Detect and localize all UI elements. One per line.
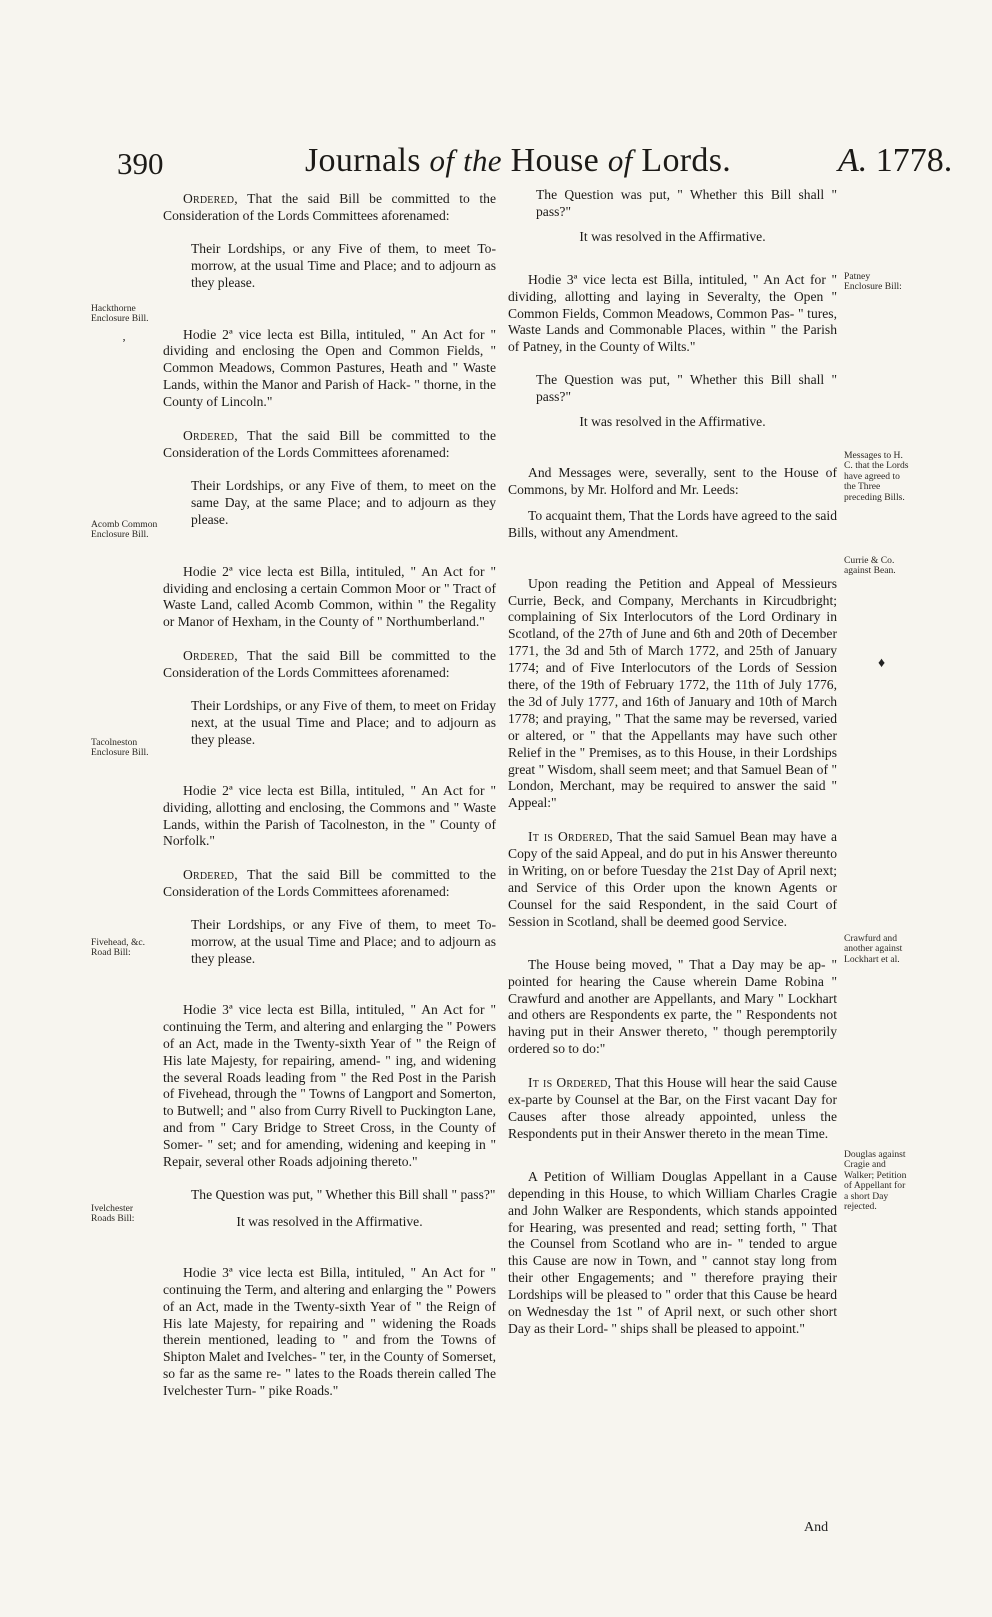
margin-note-fivehead: Fivehead, &c. Road Bill: (91, 937, 146, 959)
margin-note-messages: Messages to H. C. that the Lords have agreed to the Three preceding Bills. (844, 450, 909, 503)
left-para-5: Their Lordships, or any Five of them, to meet on the same Day, at the same Place; and to adjourn as they please. (191, 477, 496, 527)
right-para-8: Upon reading the Petition and Appeal of Messieurs Currie, Beck, and Company, Merchants in Kircudbright; complaining of Six Interlocutors of the Lord Ordinary in Scotland, of the 27th of June and 6th and 20th of December 1771, the 3d and 5th of March 1772, and 25th of January 1774; and of Five Interlocutors of the Lords of Session there, of the 19th of February 1772, the 11th of July 1776, the 3d of July 1777, and 16th of January and 10th of March 1778; and praying, " That the same may be reversed, varied or altered, or " that the Appellants may have such other Relief in the " Premises, as to this House, in their Lordships great " Wisdom, shall seem meet; and that Samuel Bean of " London, Merchant, may be required to answer the said " Appeal:" (508, 575, 837, 811)
margin-note-ivelchester: Ivelchester Roads Bill: (91, 1203, 135, 1225)
year-prefix: A. (838, 142, 868, 179)
title-word-house: House (510, 142, 600, 179)
left-para-9: Hodie 2ª vice lecta est Billa, intituled, " An Act for " dividing, allotting and enclosing, the Commons and " Waste Lands, within the Parish of Tacolneston, in the " County of Norfolk." (163, 782, 496, 849)
left-para-14: It was resolved in the Affirmative. (236, 1213, 423, 1229)
left-para-15: Hodie 3ª vice lecta est Billa, intituled, " An Act for " continuing the Term, and altering and enlarging the " Powers of an Act, made in the Twenty-sixth Year of " the Reign of His late Majesty, for repairing and " widening the Roads therein mentioned, leading to " and from the Towns of Shipton Malet and Ivelches- " ter, in the County of Somerset, so far as the same re- " lates to the Roads therein called The Ivelchester Turn- " pike Roads." (163, 1264, 496, 1399)
catchword: And (804, 1520, 829, 1535)
left-para-4: Ordered, That the said Bill be committed to the Consideration of the Lords Committees aforenamed: (163, 428, 496, 460)
margin-note-crawfurd: Crawfurd and another against Lockhart et al. (844, 933, 903, 965)
margin-note-douglas: Douglas against Cragie and Walker; Petition of Appellant for a short Day rejected. (844, 1149, 907, 1213)
left-para-12: Hodie 3ª vice lecta est Billa, intituled, " An Act for " continuing the Term, and altering and enlarging the " Powers of an Act, made in the Twenty-sixth Year of " the Reign of His late Majesty, for repairing, amend- " ing, and widening the several Roads leading from " the Red Post in the Parish of Fivehead, through the " Towns of Langport and Somerton, to Butwell; and " also from Curry Rivell to Puckington Lane, and from " Cary Bridge to Street Cross, in the County of Somer- " set; and for amending, widening and keeping in " Repair, several other Roads adjoining thereto." (163, 1001, 496, 1170)
right-para-11: It is Ordered, That this House will hear the said Cause ex-parte by Counsel at the Bar, on the First vacant Day for Causes after those already appointed, unless the Respondents put in their Answer thereto in the mean Time. (508, 1075, 837, 1141)
margin-note-currie: Currie & Co. against Bean. (844, 555, 896, 577)
left-para-10: Ordered, That the said Bill be committed to the Consideration of the Lords Committees aforenamed: (163, 867, 496, 900)
left-column (163, 191, 496, 1400)
title-word-of-2: of (607, 143, 633, 178)
margin-note-patney: Patney Enclosure Bill: (844, 271, 902, 293)
margin-note-acomb: Acomb Common Enclosure Bill. (91, 519, 158, 541)
right-para-4: The Question was put, " Whether this Bill shall " pass?" (536, 372, 837, 405)
title-word-the: the (463, 143, 502, 178)
title-word-of-1: of (429, 143, 455, 178)
right-para-12: A Petition of William Douglas Appellant in a Cause depending in this House, to which William Charles Cragie and John Walker are Respondents, which stands appointed for Hearing, was presented and read; setting forth, " That the Counsel from Scotland who are in- " tended to argue this Cause are now in Town, and " cannot stay long from their other Engagements; and " therefore praying their Lordships will be pleased to " order that this Cause be heard on Wednesday the 1st " of April next, or such other short Day as their Lord- " ships shall be pleased to appoint." (508, 1168, 837, 1336)
left-para-13: The Question was put, " Whether this Bill shall " pass?" (191, 1186, 496, 1202)
right-para-9: It is Ordered, That the said Samuel Bean may have a Copy of the said Appeal, and do put in his Answer thereunto in Writing, on or before Tuesday the 21st Day of April next; and Service of this Order upon the known Agents or Counsel for the said Respondent, in the said Court of Session in Scotland, shall be deemed good Service. (508, 829, 837, 929)
left-para-3: Hodie 2ª vice lecta est Billa, intituled, " An Act for " dividing and enclosing the Open and Common Fields, " Common Meadows, Common Pastures, Heath and " Waste Lands, within the Manor and Parish of Hack- " thorne, in the County of Lincoln." (163, 326, 496, 410)
title-word-lords: Lords. (641, 142, 732, 179)
right-para-2: It was resolved in the Affirmative. (579, 228, 766, 244)
year-value: 1778. (875, 142, 953, 179)
page-header (0, 142, 992, 192)
left-para-1: Ordered, That the said Bill be committed to the Consideration of the Lords Committees aforenamed: (163, 191, 496, 223)
page-number: 390 (117, 146, 164, 181)
right-para-5: It was resolved in the Affirmative. (579, 414, 766, 430)
title-word-journals: Journals (305, 142, 421, 179)
left-para-7: Ordered, That the said Bill be committed to the Consideration of the Lords Committees aforenamed: (163, 648, 496, 681)
right-para-10: The House being moved, " That a Day may be ap- " pointed for hearing the Cause wherein Dame Robina " Crawfurd and another are Appellants, and Mary " Lockhart and others are Respondents ex parte, the " Respondents not having put in their Answer thereto, " though peremptorily ordered so to do:" (508, 956, 837, 1057)
left-para-11: Their Lordships, or any Five of them, to meet To-morrow, at the usual Time and Place; and to adjourn as they please. (191, 917, 496, 966)
left-para-8: Their Lordships, or any Five of them, to meet on Friday next, at the usual Time and Place; and to adjourn as they please. (191, 698, 496, 747)
right-para-7: To acquaint them, That the Lords have agreed to the said Bills, without any Amendment. (508, 507, 837, 540)
right-para-3: Hodie 3ª vice lecta est Billa, intituled, " An Act for " dividing, allotting and laying in Severalty, the Open " Common Fields, Common Meadows, Common Pas- " tures, Waste Lands and Commonable Places, within " the Parish of Patney, in the County of Wilts." (508, 271, 837, 355)
stray-mark-left: ʼ (122, 336, 126, 350)
right-para-6: And Messages were, severally, sent to the House of Commons, by Mr. Holford and Mr. Leeds: (508, 464, 837, 497)
left-para-6: Hodie 2ª vice lecta est Billa, intituled, " An Act for " dividing and enclosing a certain Common Moor or " Tract of Waste Land, called Acomb Common, within " the Regality or Manor of Hexham, in the County of " Northumberland." (163, 563, 496, 630)
right-column (508, 187, 837, 1338)
margin-note-tacolneston: Tacolneston Enclosure Bill. (91, 737, 149, 759)
stray-mark-right: ♦ (878, 656, 886, 671)
left-para-2: Their Lordships, or any Five of them, to meet To-morrow, at the usual Time and Place; and to adjourn as they please. (191, 240, 496, 290)
journal-title (305, 142, 731, 180)
right-para-1: The Question was put, " Whether this Bill shall " pass?" (536, 187, 837, 219)
margin-note-hackthorne: Hackthorne Enclosure Bill. (91, 303, 149, 325)
year-label (838, 142, 952, 180)
